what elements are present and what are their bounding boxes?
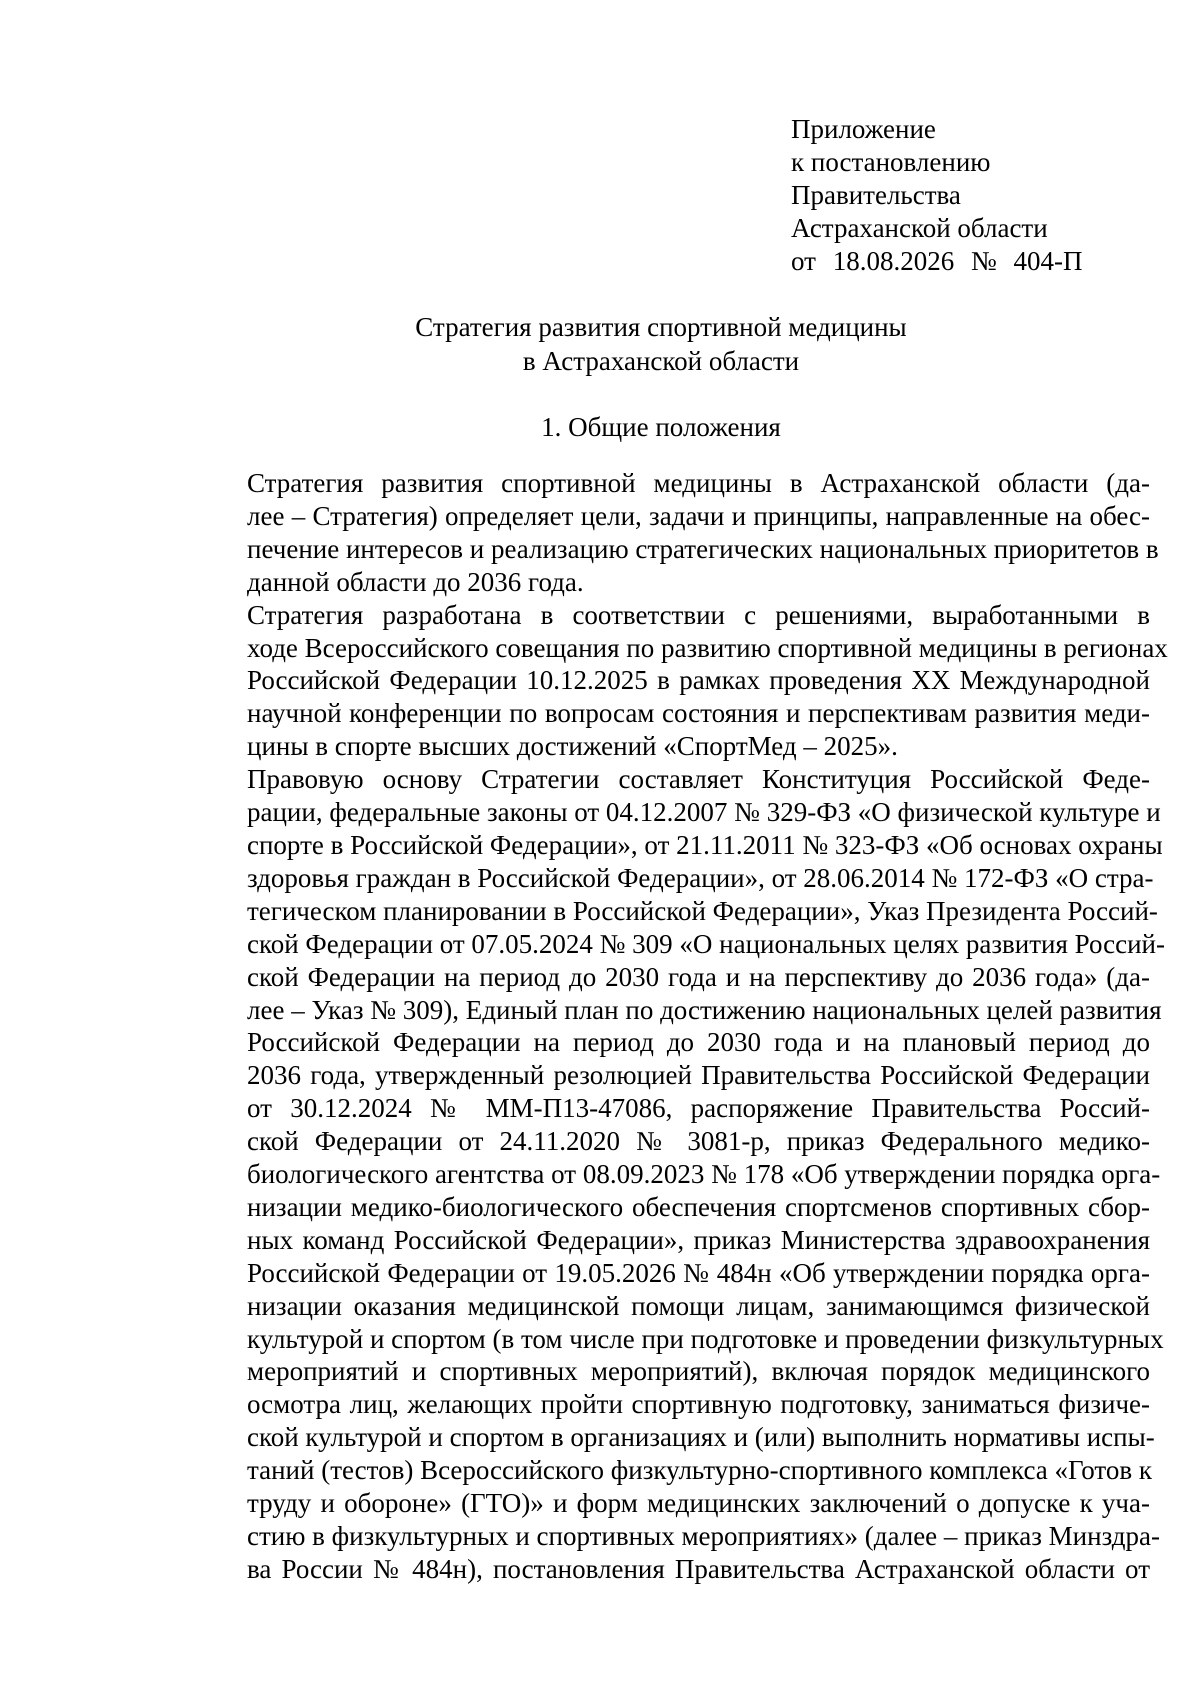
approval-line: Астраханской области bbox=[791, 213, 1048, 243]
paragraph-line: здоровья граждан в Российской Федерации», от 28.06.2014 № 172-ФЗ «О стра- bbox=[247, 862, 1154, 893]
paragraph bbox=[172, 599, 1168, 764]
paragraph bbox=[172, 763, 1165, 1586]
paragraph-line: научной конференции по вопросам состояния и перспективам развития меди- bbox=[247, 698, 1150, 729]
paragraph-line: низации медико-биологического обеспечения спортсменов спортивных сбор- bbox=[247, 1191, 1150, 1222]
paragraph-line: Стратегия развития спортивной медицины в Астраханской области (да- bbox=[247, 468, 1150, 498]
paragraph-line: Стратегия разработана в соответствии с решениями, выработанными в bbox=[247, 599, 1150, 630]
paragraph-line: рации, федеральные законы от 04.12.2007 № 329-ФЗ «О физической культуре и bbox=[247, 797, 1161, 828]
paragraph-line: культурой и спортом (в том числе при подготовке и проведении физкультурных bbox=[247, 1323, 1164, 1354]
approval-line: Приложение bbox=[791, 114, 936, 144]
paragraph-line: Российской Федерации 10.12.2025 в рамках проведения XX Международной bbox=[247, 665, 1150, 696]
paragraph-line: Правовую основу Стратегии составляет Конституция Российской Феде- bbox=[247, 764, 1150, 795]
paragraph-line: лее – Указ № 309), Единый план по достижению национальных целей развития bbox=[247, 994, 1162, 1025]
paragraph-line: ных команд Российской Федерации», приказ Министерства здравоохранения bbox=[247, 1224, 1150, 1255]
paragraph-line: 2036 года, утвержденный резолюцией Правительства Российской Федерации bbox=[247, 1060, 1150, 1091]
paragraph-line: низации оказания медицинской помощи лицам, занимающимся физической bbox=[247, 1290, 1150, 1321]
approval-reference: от 18.08.2026 № 404-П bbox=[791, 246, 1083, 276]
document-title bbox=[172, 310, 1150, 378]
paragraph-line: таний (тестов) Всероссийского физкультурно-спортивного комплекса «Готов к bbox=[247, 1455, 1152, 1486]
title-line: в Астраханской области bbox=[522, 346, 800, 376]
paragraph-line: ходе Всероссийского совещания по развитию спортивной медицины в регионах bbox=[247, 632, 1168, 663]
paragraph-line: стию в физкультурных и спортивных мероприятиях» (далее – приказ Минздра- bbox=[247, 1521, 1160, 1551]
approval-line: к постановлению bbox=[791, 147, 991, 177]
paragraph-line: биологического агентства от 08.09.2023 № 178 «Об утверждении порядка орга- bbox=[247, 1159, 1161, 1190]
approval-line: Правительства bbox=[791, 180, 961, 210]
paragraph-line: ской культурой и спортом в организациях и (или) выполнить нормативы испы- bbox=[247, 1422, 1155, 1453]
paragraph bbox=[172, 467, 1159, 599]
paragraph-line: от 30.12.2024 № ММ-П13-47086, распоряжение Правительства Россий- bbox=[247, 1093, 1150, 1124]
title-line: Стратегия развития спортивной медицины bbox=[415, 312, 907, 342]
paragraph-line: Российской Федерации от 19.05.2026 № 484н «Об утверждении порядка орга- bbox=[247, 1257, 1150, 1288]
paragraph-line: печение интересов и реализацию стратегических национальных приоритетов в bbox=[247, 533, 1159, 564]
paragraph-line: ской Федерации на период до 2030 года и на перспективу до 2036 года» (да- bbox=[247, 961, 1150, 992]
body-text bbox=[172, 467, 1168, 1586]
paragraph-line: мероприятий и спортивных мероприятий), включая порядок медицинского bbox=[247, 1356, 1150, 1387]
paragraph-line: труду и обороне» (ГТО)» и форм медицинских заключений о допуске к уча- bbox=[247, 1488, 1150, 1519]
paragraph-line: осмотра лиц, желающих пройти спортивную подготовку, заниматься физиче- bbox=[247, 1389, 1150, 1420]
paragraph-line: спорте в Российской Федерации», от 21.11.2011 № 323-ФЗ «Об основах охраны bbox=[247, 829, 1163, 860]
paragraph-line: цины в спорте высших достижений «СпортМед – 2025». bbox=[247, 731, 898, 762]
paragraph-line: ской Федерации от 24.11.2020 № 3081-р, приказ Федерального медико- bbox=[247, 1126, 1150, 1157]
paragraph-line: тегическом планировании в Российской Федерации», Указ Президента Россий- bbox=[247, 895, 1158, 926]
paragraph-line: Российской Федерации на период до 2030 года и на плановый период до bbox=[247, 1027, 1150, 1058]
paragraph-line: данной области до 2036 года. bbox=[247, 566, 584, 597]
paragraph-line: ва России № 484н), постановления Правительства Астраханской области от bbox=[247, 1553, 1150, 1584]
section-heading: 1. Общие положения bbox=[541, 412, 781, 442]
paragraph-line: лее – Стратегия) определяет цели, задачи и принципы, направленные на обес- bbox=[247, 500, 1150, 531]
approval-block bbox=[791, 113, 1151, 278]
paragraph-line: ской Федерации от 07.05.2024 № 309 «О национальных целях развития Россий- bbox=[247, 928, 1165, 959]
